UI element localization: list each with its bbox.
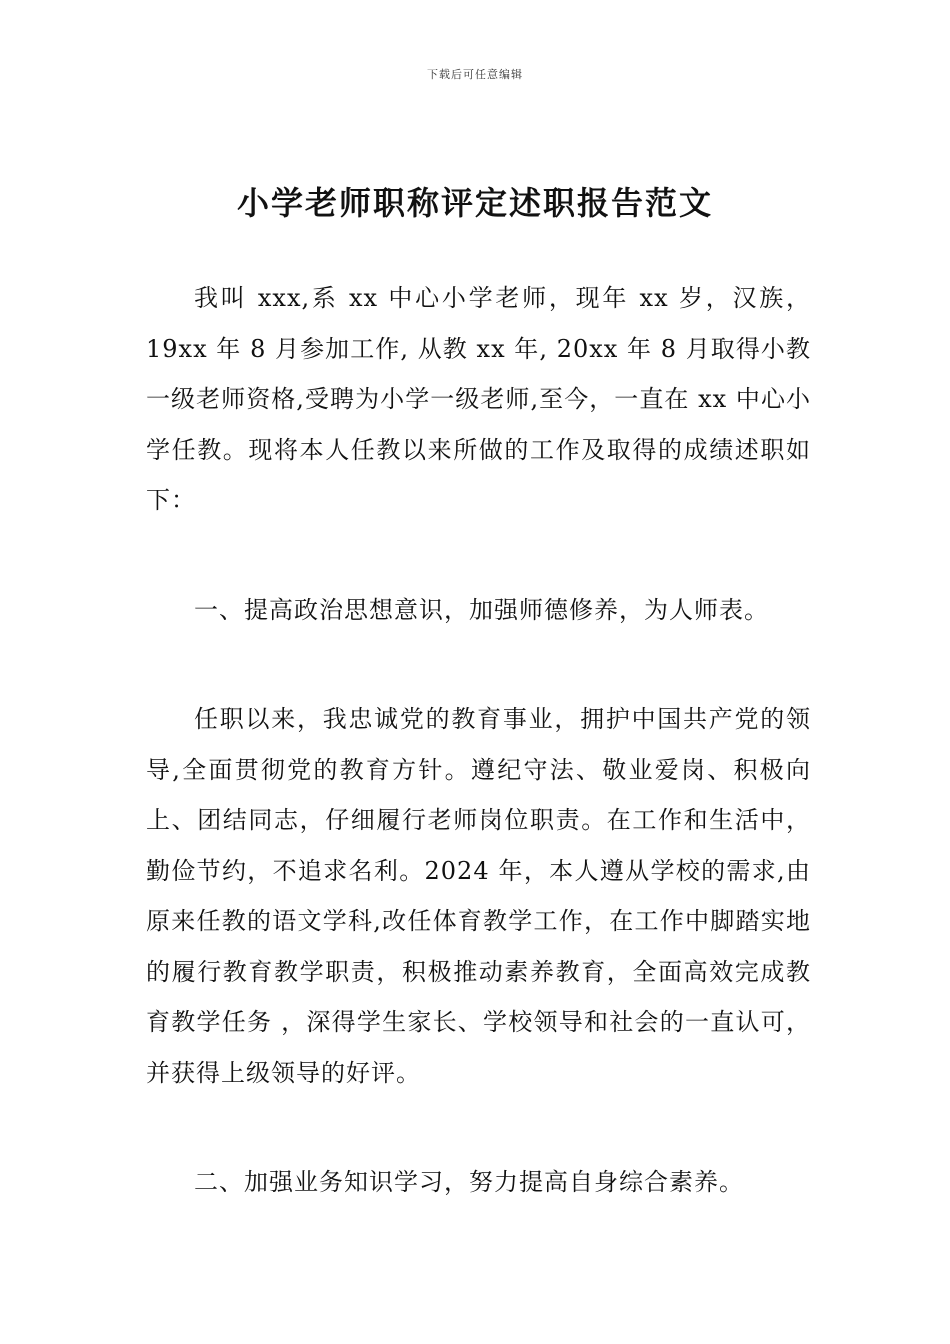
section-heading-2: 二、加强业务知识学习，努力提高自身综合素养。 (194, 1168, 744, 1196)
section-1-paragraph: 任职以来，我忠诚党的教育事业，拥护中国共产党的领导,全面贯彻党的教育方针。遵纪守法、敬业爱岗、积极向上、团结同志，仔细履行老师岗位职责。在工作和生活中，勤俭节约，不追求名利。2024 年，本人遵从学校的需求,由原来任教的语文学科,改任体育教学工作，在工作中脚踏实地的履行教育教学职责，积极推动素养教育，全面高效完成教育教学任务 ，深得学生家长、学校领导和社会的一直认可，并获得上级领导的好评。 (146, 705, 811, 1087)
header-note: 下载后可任意编辑 (427, 68, 523, 81)
intro-paragraph: 我叫 xxx,系 xx 中心小学老师，现年 xx 岁，汉族，19xx 年 8 月参加工作, 从教 xx 年, 20xx 年 8 月取得小教一级老师资格,受聘为小学一级老师,至今，一直在 xx 中心小学任教。现将本人任教以来所做的工作及取得的成绩述职如下： (146, 284, 811, 514)
document-body (146, 273, 811, 1208)
document-title: 小学老师职称评定述职报告范文 (236, 184, 713, 222)
section-heading-1: 一、提高政治思想意识，加强师德修养，为人师表。 (194, 595, 769, 624)
